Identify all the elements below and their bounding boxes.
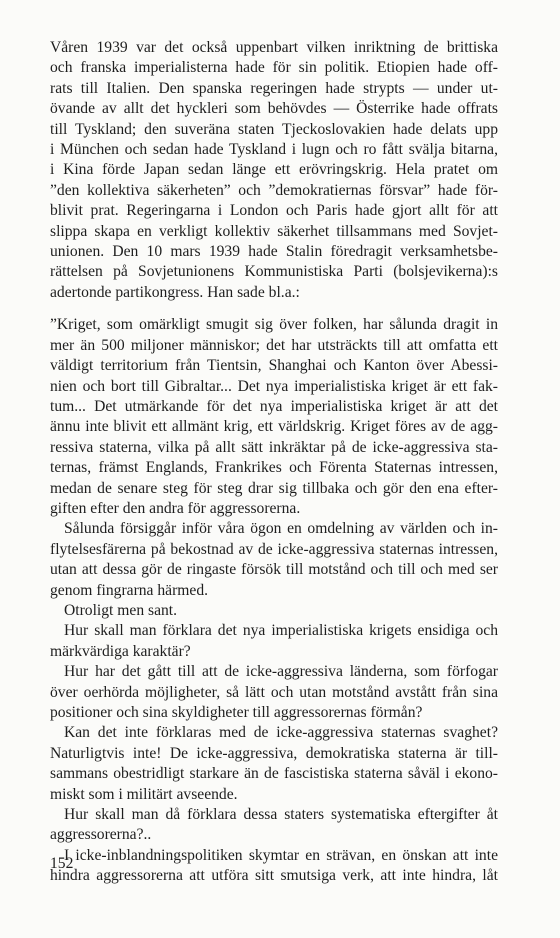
text-line: genom fingrarna härmed. <box>50 581 209 599</box>
stalin-quote <box>50 315 498 886</box>
text-line: övande av allt det hyckleri som behövdes — Österrike hade offrats <box>50 100 498 118</box>
text-line: slippa skapa en verkligt kollektiv säkerhet tillsammans med Sovjet- <box>50 222 498 240</box>
quote-paragraph <box>50 621 498 662</box>
quote-paragraph <box>50 805 498 846</box>
page-number: 152 <box>50 855 74 872</box>
text-line: Våren 1939 var det också uppenbart vilken inriktning de brittiska <box>50 39 498 56</box>
intro-paragraph <box>50 38 498 303</box>
text-line: i München och sedan hade Tyskland i lugn och ro fått svälja bitarna, <box>50 141 498 159</box>
text-line: medan de senare steg för steg drar sig tillbaka och gör den ena efter- <box>50 479 498 497</box>
text-line: rättelsen på Sovjetunionens Kommunistiska Parti (bolsjevikerna):s <box>50 263 498 281</box>
text-line: Kan det inte förklaras med de icke-aggressiva staternas svaghet? <box>64 724 498 742</box>
text-line: sammans obestridligt starkare än de fascistiska staterna såväl i ekono- <box>50 765 498 783</box>
quote-paragraph <box>50 723 498 805</box>
quote-paragraph <box>50 519 498 601</box>
paragraph-gap <box>50 303 498 315</box>
text-line: miskt som i militärt avseende. <box>50 785 238 803</box>
text-line: tum... Det utmärkande för det nya imperialistiska kriget är att det <box>50 397 498 415</box>
text-line: till Tyskland; den suveräna staten Tjeckoslovakien hade delats upp <box>50 120 498 138</box>
text-line: ännu inte blivit ett allmänt krig, ett världskrig. Kriget föres av de agg- <box>50 418 498 436</box>
text-line: flytelsesfärerna på bekostnad av de icke-aggressiva staternas intressen, <box>50 540 498 558</box>
text-line: ”Kriget, som omärkligt smugit sig över folken, har sålunda dragit in <box>50 316 498 334</box>
text-line: i Kina förde Japan sedan länge ett erövringskrig. Hela pratet om <box>50 161 498 179</box>
text-line: nien och bort till Gibraltar... Det nya imperialistiska kriget är ett fak- <box>50 377 498 395</box>
text-line: blivit prat. Regeringarna i London och Paris hade gjort allt för att <box>50 202 498 220</box>
text-line: över oerhörda möjligheter, så lätt och utan motstånd avstått från sina <box>50 683 498 701</box>
text-line: I icke-inblandningspolitiken skymtar en strävan, en önskan att inte <box>64 846 498 864</box>
text-line: väldigt territorium från Tientsin, Shanghai och Kanton över Abessi- <box>50 357 498 375</box>
text-line: hindra aggressorerna att utföra sitt smutsiga verk, att inte hindra, låt <box>50 867 498 885</box>
quote-paragraph <box>50 662 498 723</box>
text-line: och franska imperialisterna hade för sin politik. Etiopien hade off- <box>50 59 498 77</box>
text-line: aggressorerna?.. <box>50 826 152 844</box>
text-line: ressiva staterna, vilka på allt sätt inkräktar på de icke-aggressiva sta- <box>50 438 498 456</box>
text-line: utan att dessa gör de ringaste försök till motstånd och till och med ser <box>50 561 498 579</box>
text-line: märkvärdiga karaktär? <box>50 642 191 660</box>
text-line: Naturligtvis inte! De icke-aggressiva, demokratiska staterna är till- <box>50 744 498 762</box>
text-line: Sålunda försiggår inför våra ögon en omdelning av världen och in- <box>64 520 498 538</box>
quote-paragraph <box>50 601 498 621</box>
quote-paragraph <box>50 315 498 519</box>
text-line: Hur skall man förklara det nya imperialistiska krigets ensidiga och <box>64 622 498 640</box>
text-line: unionen. Den 10 mars 1939 hade Stalin föredragit verksamhetsbe- <box>50 243 498 261</box>
text-line: adertonde partikongress. Han sade bl.a.: <box>50 283 300 301</box>
text-line: Hur har det gått till att de icke-aggressiva länderna, som förfogar <box>64 663 498 681</box>
text-line: ”den kollektiva säkerheten” och ”demokratiernas försvar” hade för- <box>50 181 498 199</box>
text-line: giften efter den andra för aggressorerna. <box>50 499 301 517</box>
text-line: Hur skall man då förklara dessa staters systematiska eftergifter åt <box>64 806 498 824</box>
text-line: ternas, främst Englands, Frankrikes och Förenta Staternas intressen, <box>50 459 498 477</box>
text-line: rats till Italien. Den spanska regeringen hade strypts — under ut- <box>50 79 498 97</box>
book-page <box>50 38 498 887</box>
text-line: positioner och sina skyldigheter till aggressorernas förmån? <box>50 704 423 721</box>
text-line: mer än 500 miljoner människor; det har utsträckts till att omfatta ett <box>50 336 498 354</box>
text-line: Otroligt men sant. <box>64 601 178 619</box>
quote-paragraph <box>50 846 498 887</box>
